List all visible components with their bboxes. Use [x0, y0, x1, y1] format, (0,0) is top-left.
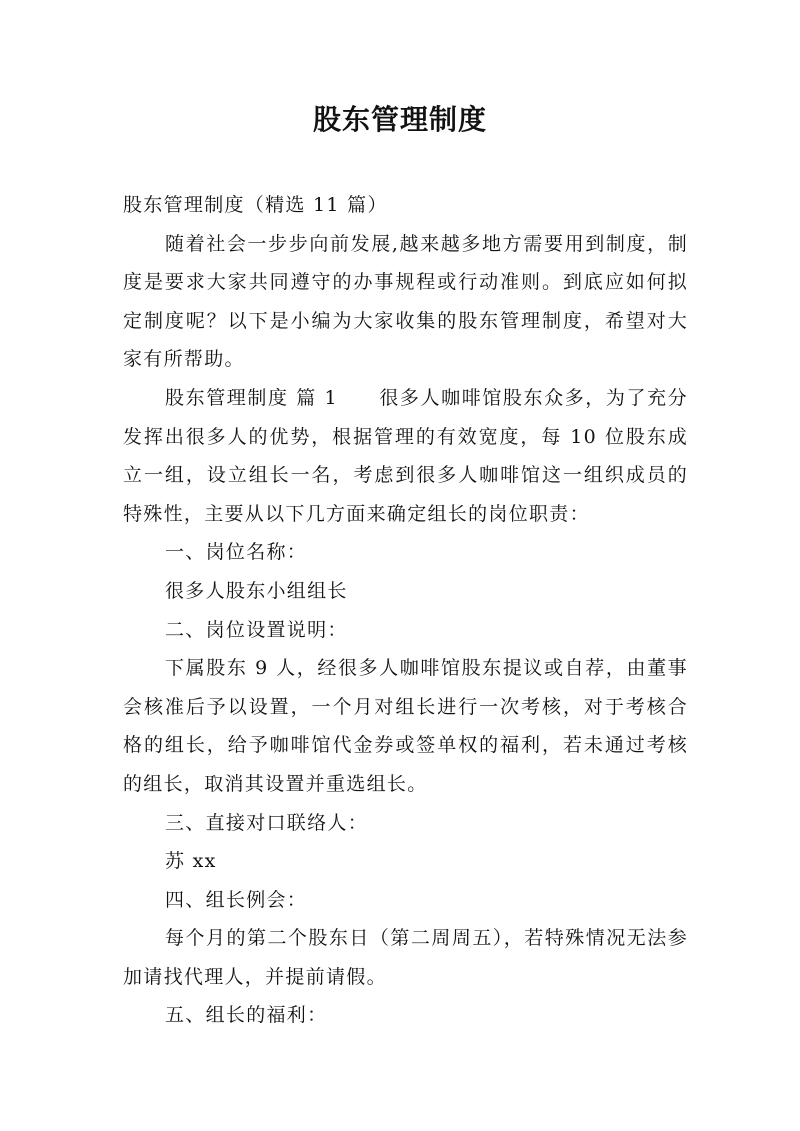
paragraph-contact: 苏 xx: [165, 850, 217, 873]
section-heading-meeting: 四、组长例会：: [165, 888, 308, 911]
paragraph-article-1: 股东管理制度 篇 1 很多人咖啡馆股东众多，为了充分发挥出很多人的优势，根据管理的有效宽度，每 10 位股东成立一组，设立组长一名，考虑到很多人咖啡馆这一组织成员的特殊性，主要从以下几方面来确定组长的岗位职责：: [123, 386, 688, 525]
document-title: 股东管理制度: [312, 103, 487, 136]
paragraph-position-name: 很多人股东小组组长: [165, 579, 348, 602]
section-heading-contact: 三、直接对口联络人：: [165, 811, 369, 834]
document-body: [123, 186, 688, 1035]
paragraph-subtitle: 股东管理制度（精选 11 篇）: [123, 194, 388, 216]
paragraph-intro: 随着社会一步步向前发展,越来越多地方需要用到制度，制度是要求大家共同遵守的办事规程或行动准则。到底应如何拟定制度呢？以下是小编为大家收集的股东管理制度，希望对大家有所帮助。: [123, 232, 688, 371]
paragraph-meeting: 每个月的第二个股东日（第二周周五），若特殊情况无法参加请找代理人，并提前请假。: [123, 927, 688, 988]
section-heading-position-setup: 二、岗位设置说明：: [165, 618, 348, 641]
section-heading-benefits: 五、组长的福利：: [165, 1004, 328, 1027]
paragraph-position-setup: 下属股东 9 人，经很多人咖啡馆股东提议或自荐，由董事会核准后予以设置，一个月对组长进行一次考核，对于考核合格的组长，给予咖啡馆代金券或签单权的福利，若未通过考核的组长，取消其设置并重选组长。: [123, 657, 688, 795]
section-heading-position-name: 一、岗位名称：: [165, 541, 308, 564]
